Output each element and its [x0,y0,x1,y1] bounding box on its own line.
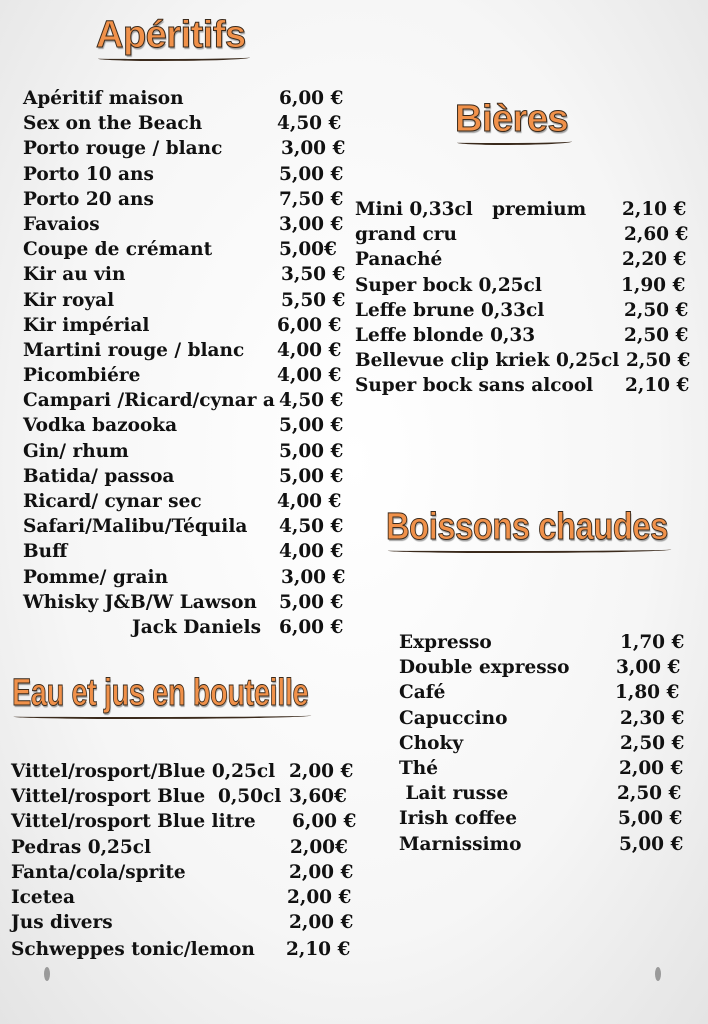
menu-item [355,298,689,323]
menu-item [23,313,343,338]
item-price: 2,10 € [286,939,351,961]
menu-item [23,615,343,640]
menu-item [23,464,343,489]
item-name: Panaché [355,249,443,271]
item-price: 2,20 € [622,249,687,271]
item-name: Schweppes tonic/lemon [11,939,255,961]
item-price: 2,50 € [626,350,691,372]
menu-item [355,247,685,272]
menu-item [399,832,684,857]
menu-item [399,806,684,831]
menu-item [355,373,690,398]
item-price: 2,10 € [622,199,687,220]
item-name: Double expresso [399,657,570,679]
item-price: 6,00 € [277,314,342,336]
heading-bieres [455,98,568,141]
heading-boissons-chaudes-text: Boissons chaudes [386,506,668,548]
item-name: Icetea [11,886,75,908]
heading-eau-jus [12,672,308,715]
item-price: 2,00 € [289,912,354,934]
item-price: 4,00 € [279,541,344,563]
menu-item [399,756,684,781]
menu-item [23,363,343,388]
menu-item [23,338,343,363]
menu-item [399,781,684,806]
item-name: Vittel/rosport Blue litre [11,811,256,833]
heading-swash [457,139,572,145]
heading-eau-jus-text: Eau et jus en bouteille [12,672,309,714]
item-name: Porto rouge / blanc [23,138,223,160]
menu-item [23,86,343,111]
menu-item [355,222,689,247]
menu-item [355,348,691,373]
item-name: Vittel/rosport/Blue 0,25cl [11,761,276,782]
item-price: 5,00€ [279,239,337,261]
menu-item [11,784,351,809]
boissons-chaudes-list [399,630,684,857]
item-name: Ricard/ cynar sec [23,491,202,512]
item-price: 2,50 € [617,783,682,805]
item-price: 2,50 € [624,324,689,346]
menu-item [399,655,684,680]
item-name: Super bock 0,25cl [355,274,542,296]
menu-item [11,835,351,860]
item-price: 4,50 € [279,516,344,538]
item-price: 5,00 € [279,163,344,185]
item-name: Buff [23,541,68,563]
menu-item [399,706,684,731]
bieres-list [355,197,691,399]
item-name: Picombiére [23,365,141,387]
item-price: 5,50 € [281,289,346,311]
item-name: Capuccino [399,707,508,729]
menu-item [11,759,354,784]
item-price: 6,00 € [279,616,344,638]
menu-item [23,162,343,187]
item-name: Jack Daniels [132,616,261,638]
menu-item [23,187,343,212]
item-price: 4,50 € [277,113,342,135]
item-name: Kir impérial [23,314,150,336]
item-name: Vodka bazooka [23,415,178,437]
item-price: 4,00 € [277,491,342,512]
item-price: 3,00 € [281,138,346,160]
item-price: 2,50 € [624,299,689,321]
heading-aperitifs-text: Apéritifs [96,14,246,56]
menu-item [23,565,346,590]
heading-swash [98,55,250,61]
item-price: 2,00€ [290,836,348,858]
item-price: 7,50 € [279,188,344,210]
item-name: Café [399,682,446,704]
item-name: Gin/ rhum [23,440,129,462]
item-name: Porto 20 ans [23,188,154,210]
menu-item [11,910,354,935]
item-price: 2,00 € [289,761,354,782]
item-name: Bellevue clip kriek 0,25cl [355,350,620,372]
heading-boissons-chaudes [386,506,668,549]
menu-item [399,731,684,756]
item-price: 6,00 € [279,88,344,109]
item-name: Kir royal [23,289,115,311]
menu-item [23,237,343,262]
menu-item [355,197,685,222]
item-price: 1,80 € [615,682,680,704]
item-price: 2,10 € [625,375,690,397]
item-price: 2,00 € [287,886,352,908]
aperitifs-list [23,86,346,640]
item-price: 5,00 € [619,833,684,855]
decorative-dot [44,967,50,981]
item-name: Coupe de crémant [23,239,213,261]
item-price: 6,00 € [292,811,357,833]
menu-item [23,514,343,539]
item-price: 3,00 € [281,566,346,588]
item-price: 2,50 € [620,732,685,754]
heading-bieres-text: Bières [455,98,569,140]
eau-jus-list [11,759,357,963]
item-name: Irish coffee [399,808,518,830]
menu-item [23,111,343,136]
item-name: Vittel/rosport Blue 0,50cl [11,786,282,808]
menu-item [23,413,343,438]
menu-item [23,539,343,564]
item-price: 2,30 € [620,707,685,729]
menu-item [23,439,343,464]
menu-item [23,262,346,287]
item-name: Leffe brune 0,33cl [355,299,545,321]
item-name: Martini rouge / blanc [23,339,245,361]
item-name: Thé [399,757,438,779]
menu-item [355,273,685,298]
item-name: Pomme/ grain [23,566,169,588]
item-name: Lait russe [399,783,509,805]
menu-item [355,323,689,348]
item-price: 4,00 € [277,365,342,387]
item-name: Whisky J&B/W Lawson [23,591,257,613]
item-name: Sex on the Beach [23,113,203,135]
item-name: Porto 10 ans [23,163,154,185]
menu-item [23,136,346,161]
item-name: Jus divers [11,912,113,934]
item-name: Favaios [23,213,100,235]
item-name: Kir au vin [23,264,126,286]
item-price: 2,00 € [289,861,354,883]
item-name: Pedras 0,25cl [11,836,152,858]
heading-swash [14,713,312,719]
item-name: Super bock sans alcool [355,375,594,397]
item-name: Campari /Ricard/cynar a [23,390,275,412]
menu-item [11,885,351,910]
heading-swash [388,547,672,553]
item-price: 3,00 € [279,213,344,235]
menu-item [23,590,343,615]
menu-item [11,860,354,885]
item-price: 3,00 € [616,657,681,679]
item-price: 5,00 € [279,591,344,613]
item-price: 2,60 € [624,224,689,246]
item-name: Expresso [399,632,492,653]
item-name: Fanta/cola/sprite [11,861,186,883]
item-name: Safari/Malibu/Téquila [23,516,248,538]
menu-item [11,809,357,834]
menu-item [399,680,684,705]
item-name: Batida/ passoa [23,465,175,487]
item-name: Marnissimo [399,833,522,855]
item-price: 1,70 € [620,632,685,653]
decorative-dot [655,967,661,981]
item-price: 5,00 € [279,440,344,462]
menu-item [11,937,351,962]
item-name: Apéritif maison [23,88,184,109]
item-price: 2,00 € [619,757,684,779]
item-price: 4,50 € [279,390,344,412]
item-price: 3,60€ [289,786,347,808]
item-name: grand cru [355,224,457,246]
menu-item [23,388,343,413]
menu-item [23,288,346,313]
item-price: 3,50 € [281,264,346,286]
item-price: 4,00 € [277,339,342,361]
item-price: 5,00 € [618,808,683,830]
item-name: Mini 0,33cl premium [355,199,587,220]
heading-aperitifs [96,14,246,57]
menu-item [23,212,343,237]
item-name: Leffe blonde 0,33 [355,324,536,346]
item-price: 5,00 € [279,415,344,437]
menu-item [23,489,343,514]
item-name: Choky [399,732,464,754]
item-price: 5,00 € [279,465,344,487]
item-price: 1,90 € [621,274,686,296]
menu-item [399,630,684,655]
